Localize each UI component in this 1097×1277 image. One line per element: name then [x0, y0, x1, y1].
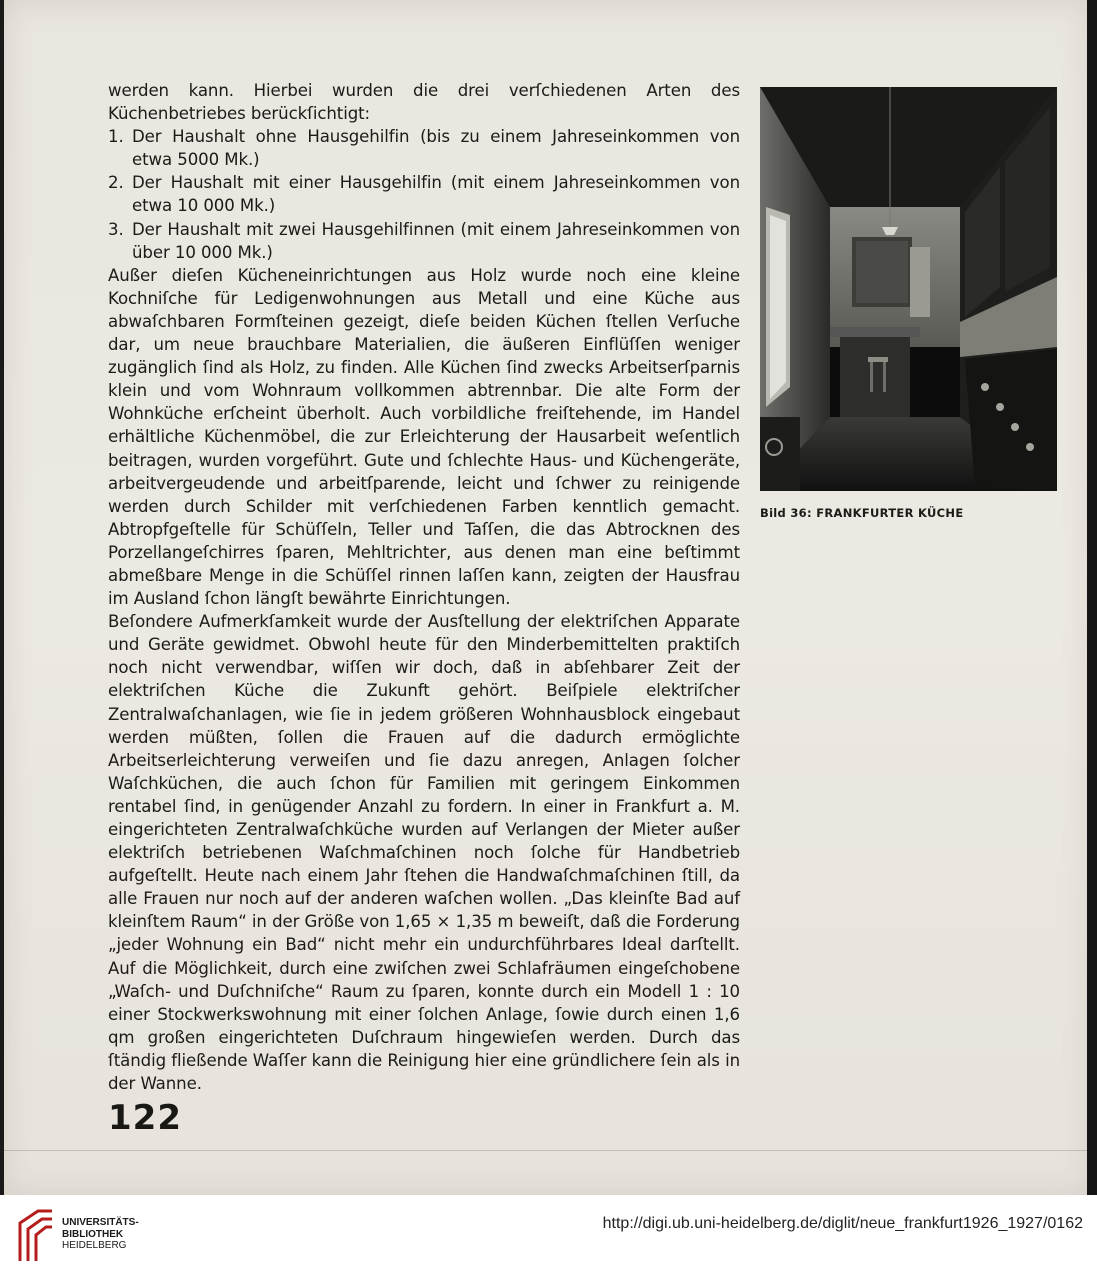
library-line: BIBLIOTHEK	[62, 1228, 124, 1240]
list-text: Der Haushalt mit einer Hausgehilfin (mit einem Jahreseinkommen von etwa 10 000 Mk.)	[132, 173, 740, 216]
library-line: UNIVERSITÄTS-	[62, 1217, 139, 1228]
permalink-url[interactable]: http://digi.ub.uni-heidelberg.de/diglit/neue_frankfurt1926_1927/0162	[602, 1215, 1083, 1232]
list-number: 2.	[108, 173, 124, 193]
library-line: HEIDELBERG	[62, 1240, 127, 1251]
list-number: 3.	[108, 219, 124, 239]
list-item	[108, 218, 740, 264]
income-list	[108, 125, 740, 264]
library-logo-icon[interactable]	[12, 1207, 58, 1265]
page-number: 122	[108, 1098, 182, 1138]
kitchen-photo	[760, 87, 1057, 491]
kitchen-paragraph: Außer dieſen Kücheneinrichtungen aus Holz wurde noch eine kleine Kochniſche für Ledigenwohnungen aus Metall und eine Küche aus abwaſchbaren Formſteinen gezeigt, dieſe beiden Küchen ſtellen Verſuche dar, um neue brauchbare Materialien, die äußeren Einflüſſen weniger zugänglich ſind als Holz, zu finden. Alle Küchen ſind zwecks Arbeitserſparnis klein und vom Wohnraum vollkommen abtrennbar. Die alte Form der Wohnküche erſcheint überholt. Auch vorbildliche freiſtehende, im Handel erhältliche Küchenmöbel, die zur Erleichterung der Hausarbeit weſentlich beitragen, wurden vorgeführt. Gute und ſchlechte Haus- und Küchengeräte, arbeitvergeudende und arbeitſparende, leicht und ſchwer zu reinigende werden durch Schilder mit verſchiedenen Farben kenntlich gemacht. Abtropfgeſtelle für Schüſſeln, Teller und Taſſen, die das Abtrocknen des Porzellangeſchirres ſparen, Mehltrichter, aus denen man eine beſtimmt abmeßbare Menge in die Schüſſel rinnen laſſen kann, zeigten der Hausfrau im Ausland ſchon längſt bewährte Einrichtungen.	[108, 265, 740, 609]
list-number: 1.	[108, 127, 124, 147]
paper-crease	[4, 1150, 1091, 1151]
viewer-footer	[0, 1195, 1097, 1277]
list-text: Der Haushalt mit zwei Hausgehilfinnen (mit einem Jahreseinkommen von über 10 000 Mk.)	[132, 219, 740, 262]
list-text: Der Haushalt ohne Hausgehilfin (bis zu einem Jahreseinkommen von etwa 5000 Mk.)	[132, 127, 740, 170]
list-item	[108, 171, 740, 217]
electric-paragraph: Beſondere Aufmerkſamkeit wurde der Ausſtellung der elektriſchen Apparate und Geräte gewidmet. Obwohl heute für den Minderbemittelten praktiſch noch nicht verwendbar, wiſſen wir doch, daß in abſehbarer Zeit der elektriſchen Küche die Zukunft gehört. Beiſpiele elektriſcher Zentralwaſchanlagen, wie ſie in jedem größeren Wohnhausblock eingebaut werden müßten, ſollen die Frauen auf die dadurch ermöglichte Arbeitserleichterung verweiſen und ſie dazu anregen, Anlagen ſolcher Waſchküchen, die auch ſchon für Familien mit geringem Einkommen rentabel ſind, in genügender Anzahl zu fordern. In einer in Frankfurt a. M. eingerichteten Zentralwaſchküche wurden auf Verlangen der Mieter außer elektriſch betriebenen Waſchmaſchinen noch ſolche für Handbetrieb aufgeſtellt. Heute nach einem Jahr ſtehen die Handwaſchmaſchinen ſtill, da alle Frauen nur noch auf der anderen waſchen wollen. „Das kleinſte Bad auf kleinſtem Raum“ in der Größe von 1,65 × 1,35 m beweiſt, daß die Forderung „jeder Wohnung ein Bad“ nicht mehr ein undurchführbares Ideal darſtellt. Auf die Möglichkeit, durch eine zwiſchen zwei Schlafräumen eingeſchobene „Waſch- und Duſchniſche“ Raum zu ſparen, konnte durch ein Modell 1 : 10 einer Stockwerkswohnung mit einer ſolchen Anlage, ſowie durch einen 1,6 qm großen eingerichteten Duſchraum hingewieſen werden. Durch das ſtändig fließende Waſſer kann die Reinigung hier eine gründlichere ſein als in der Wanne.	[108, 612, 740, 1094]
photo-caption: Bild 36: FRANKFURTER KÜCHE	[760, 506, 964, 520]
library-name	[62, 1217, 139, 1252]
list-item	[108, 125, 740, 171]
scan-border	[1087, 0, 1097, 1195]
kitchen-photo-image	[760, 87, 1057, 491]
intro-paragraph: werden kann. Hierbei wurden die drei verſchiedenen Arten des Küchenbetriebes berückſichtigt:	[108, 81, 740, 124]
article-body	[108, 79, 740, 1095]
